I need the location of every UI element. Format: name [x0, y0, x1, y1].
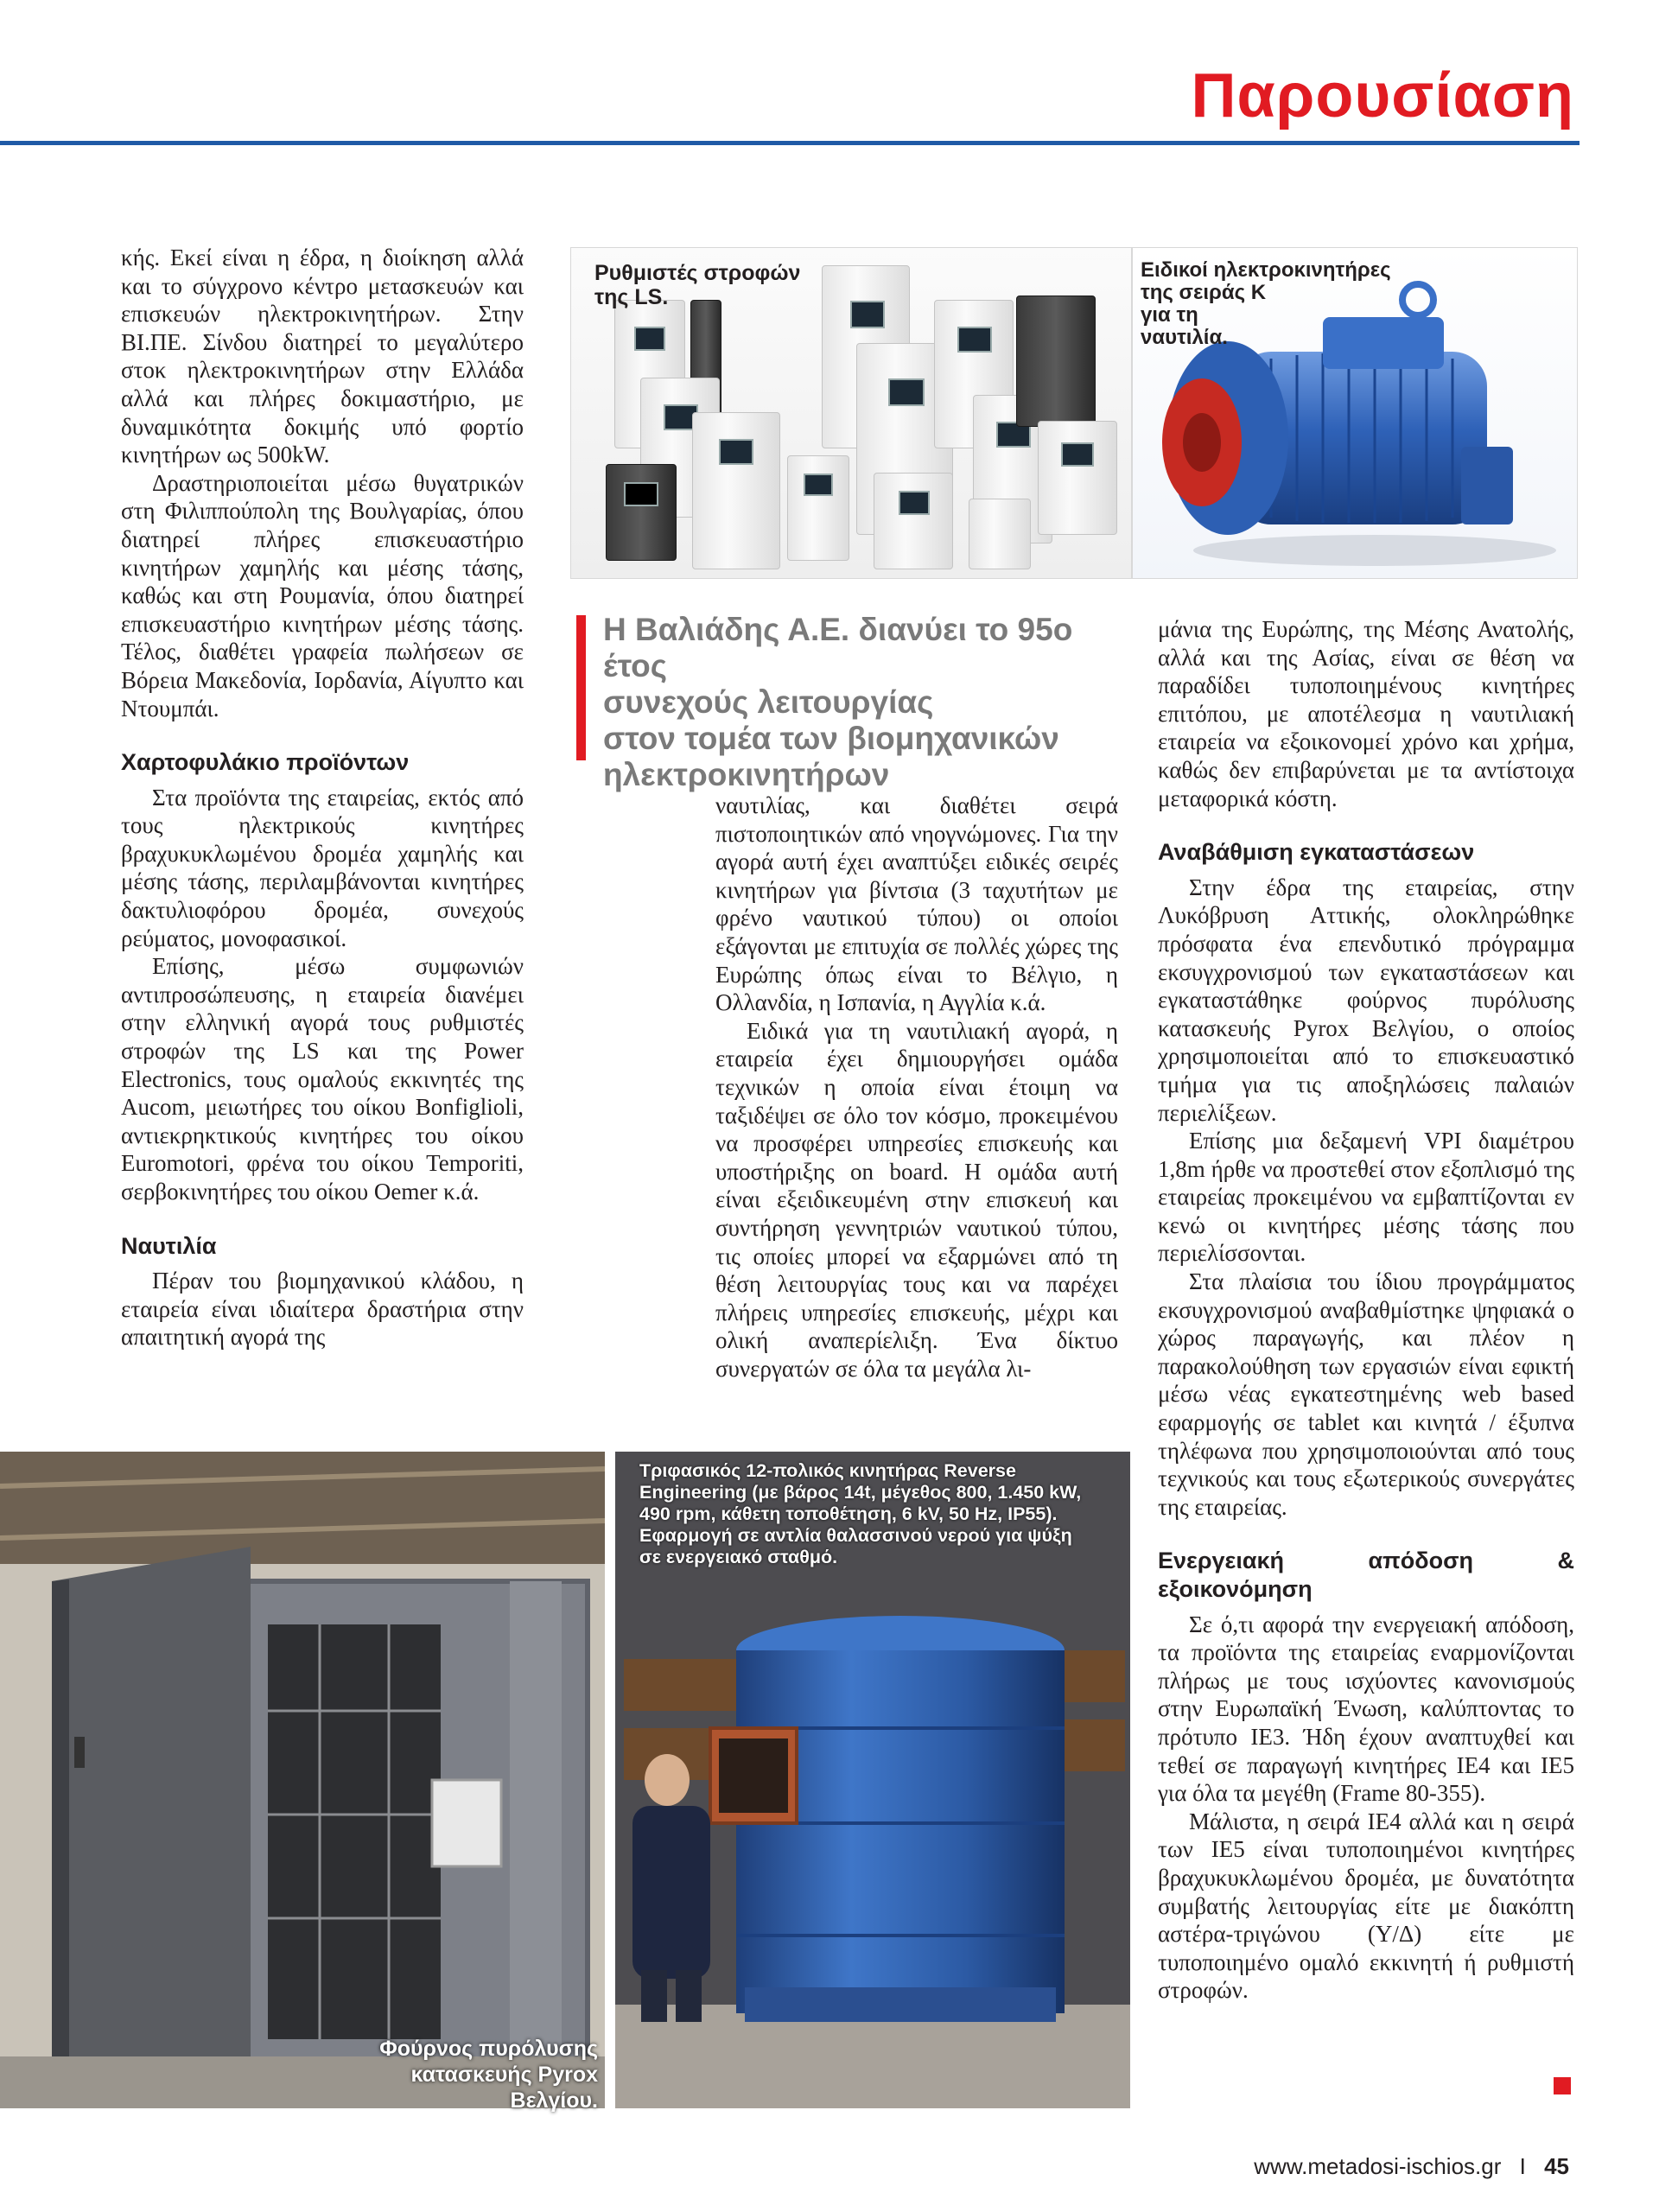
- subheading-portfolio: Χαρτοφυλάκιο προϊόντων: [121, 749, 410, 776]
- subheading-facility-upgrade: Αναβάθμιση εγκαταστάσεων: [1158, 839, 1475, 866]
- headline-line: στον τομέα των βιομηχανικών: [603, 721, 1059, 756]
- vertical-motor-caption: [639, 1460, 1110, 1568]
- caption-line: για τη: [1141, 303, 1198, 327]
- caption-line: Φούρνος πυρόλυσης: [379, 2037, 598, 2061]
- headline-line: ηλεκτροκινητήρων: [603, 757, 890, 792]
- paragraph: Στην έδρα της εταιρείας, στην Λυκόβρυση Αττικής, ολοκληρώθηκε πρόσφατα ένα επενδυτικό πρόγραμμα εκσυγχρονισμού των εγκαταστάσεων και εγκαταστάθηκε φούρνος πυρόλυσης κατασκευής Pyrox Βελγίου, ο οποίος χρησιμοποιείται από το επισκευαστικό τμήμα για τις αποξηλώσεις παλαιών περιελίξεων.: [1158, 874, 1574, 1126]
- subheading-shipping: Ναυτιλία: [121, 1232, 217, 1259]
- headline-accent-bar: [576, 615, 586, 760]
- inverter-unit: [1016, 296, 1096, 427]
- inverter-unit: [1038, 421, 1117, 535]
- page-number: 45: [1544, 2153, 1569, 2179]
- furnace-photo: [0, 1452, 605, 2108]
- footer: [1254, 2153, 1569, 2180]
- paragraph: Στα πλαίσια του ίδιου προγράμματος εκσυγχρονισμού αναβαθμίστηκε ψηφιακά ο χώρος παραγωγής, και πλέον η παρακολούθηση των εργασιών είναι εφικτή μέσω νέας εγκατεστημένης web based εφαρμογής σε tablet και κινητά / έξυπνα τηλέφωνα που χρησιμοποιούνται από τους τεχνικούς και τους εξωτερικούς συνεργάτες της εταιρείας.: [1158, 1268, 1574, 1520]
- paragraph: Ειδικά για τη ναυτιλιακή αγορά, η εταιρεία έχει δημιουργήσει ομάδα τεχνικών η οποία είναι έτοιμη να ταξιδέψει σε όλο τον κόσμο, προκειμένου να προσφέρει υπηρεσίες επισκευής και υποστήριξης on board. Η ομάδα αυτή είναι εξειδικευμένη στην επισκευή και συντήρηση γεννητριών ναυτικού τύπου, τις οποίες μπορεί να εξαρμώνει από τη θέση λειτουργίας τους και να παρέχει πλήρεις υπηρεσίες επισκευής, μέχρι και ολική αναπερίελιξη. Ένα δίκτυο συνεργατών σε όλα τα μεγάλα λι-: [715, 1017, 1118, 1382]
- section-title: Παρουσίαση: [1191, 61, 1574, 130]
- caption-line: της LS.: [594, 285, 669, 309]
- caption-line: Ειδικοί ηλεκτροκινητήρες: [1141, 258, 1391, 282]
- footer-separator: I: [1519, 2153, 1526, 2179]
- paragraph: Σε ό,τι αφορά την ενεργειακή απόδοση, τα προϊόντα της εταιρείας εναρμονίζονται πλήρως με τους ισχύοντες κανονισμούς στην Ευρωπαϊκή Ένωση, καλύπτοντας το πρότυπο IE3. Ήδη έχουν αναπτυχθεί και τεθεί σε παραγωγή κινητήρες IE4 και IE5 για όλα τα μεγέθη (Frame 80-355).: [1158, 1611, 1574, 1807]
- headline: [603, 612, 1130, 793]
- caption-line: της σειράς K: [1141, 281, 1267, 304]
- headline-line: Η Βαλιάδης Α.Ε. διανύει το 95ο έτος: [603, 612, 1073, 683]
- end-mark: [1554, 2077, 1571, 2094]
- motor-caption: [1141, 259, 1391, 349]
- column-3: [1158, 615, 1574, 2005]
- furnace-illustration: [0, 1452, 605, 2108]
- paragraph: Επίσης, μέσω συμφωνιών αντιπροσώπευσης, η εταιρεία διανέμει στην ελληνική αγορά τους ρυθμιστές στροφών της LS και της Power Electronics, τους ομαλούς εκκινητές της Aucom, μειωτήρες του οίκου Bonfiglioli, αντιεκρηκτικούς κινητήρες του οίκου Euromotori, φρένα του οίκου Temporiti, σερβοκινητήρες του οίκου Oemer κ.ά.: [121, 953, 524, 1205]
- column-2: [715, 791, 1118, 1382]
- inverter-unit: [969, 499, 1031, 569]
- paragraph: Πέραν του βιομηχανικού κλάδου, η εταιρεία είναι ιδιαίτερα δραστήρια στην απαιτητική αγορά της: [121, 1268, 524, 1351]
- caption-line: Εφαρμογή σε αντλία θαλασσινού νερού για ψύξη: [639, 1525, 1072, 1546]
- caption-line: κατασκευής Pyrox Βελγίου.: [410, 2063, 598, 2113]
- caption-line: σε ενεργειακό σταθμό.: [639, 1547, 838, 1567]
- furnace-caption: [321, 2036, 598, 2113]
- paragraph: κής. Εκεί είναι η έδρα, η διοίκηση αλλά και το σύγχρονο κέντρο μετασκευών και επισκευών ηλεκτροκινητήρων. Στην ΒΙ.ΠΕ. Σίνδου διατηρεί το μεγαλύτερο στοκ ηλεκτροκινητήρων στην Ελλάδα αλλά και πλήρες δοκιμαστήριο, με δυναμικότητα δοκιμής υπό φορτίο κινητήρων ως 500kW.: [121, 245, 524, 468]
- paragraph: Επίσης μια δεξαμενή VPI διαμέτρου 1,8m ήρθε να προστεθεί στον εξοπλισμό της εταιρείας προκειμένου να εμβαπτίζονται εν κενώ οι κινητήρες μέσης τάσης που περιελίσσονται.: [1158, 1128, 1574, 1267]
- caption-line: Engineering (με βάρος 14t, μέγεθος 800, 1.450 kW,: [639, 1482, 1082, 1503]
- caption-line: ναυτιλία.: [1141, 326, 1228, 349]
- caption-line: 490 rpm, κάθετη τοποθέτηση, 6 kV, 50 Hz, IP55).: [639, 1503, 1058, 1524]
- paragraph: μάνια της Ευρώπης, της Μέσης Ανατολής, αλλά και της Ασίας, είναι σε θέση να παραδίδει τυποποιημένους κινητήρες επιτόπου, με αποτέλεσμα η ναυτιλιακή εταιρεία να εξοικονομεί χρόνο και χρήμα, καθώς δεν επιβαρύνεται με τα αντίστοιχα μεταφορικά κόστη.: [1158, 616, 1574, 811]
- column-1: [121, 244, 524, 1351]
- subheading-energy-efficiency: Ενεργειακή απόδοση & εξοικονόμηση: [1158, 1548, 1574, 1602]
- inverters-caption: [594, 261, 800, 309]
- inverter-unit: [692, 412, 780, 569]
- paragraph: Δραστηριοποιείται μέσω θυγατρικών στη Φιλιππούπολη της Βουλγαρίας, όπου διατηρεί πλήρες επισκευαστήριο κινητήρων χαμηλής και μέσης τάσης, καθώς και στη Ρουμανία, όπου διατηρεί επισκευαστήριο κινητήρων μέσης τάσης. Τέλος, διαθέτει γραφεία πωλήσεων σε Βόρεια Μακεδονία, Ιορδανία, Αίγυπτο και Ντουμπάι.: [121, 469, 524, 721]
- inverter-unit: [606, 464, 677, 561]
- inverter-unit: [874, 473, 953, 569]
- caption-line: Τριφασικός 12-πολικός κινητήρας Reverse: [639, 1460, 1016, 1481]
- paragraph: ναυτιλίας, και διαθέτει σειρά πιστοποιητικών από νηογνώμονες. Για την αγορά αυτή έχει αναπτύξει ειδικές σειρές κινητήρων για βίντσια (3 ταχυτήτων με φρένο ναυτικού τύπου) οι οποίοι εξάγονται με επιτυχία σε πολλές χώρες της Ευρώπης όπως είναι το Βέλγιο, η Ολλανδία, η Ισπανία, η Αγγλία κ.ά.: [715, 792, 1118, 1016]
- headline-line: συνεχούς λειτουργίας: [603, 684, 934, 720]
- caption-line: Ρυθμιστές στροφών: [594, 261, 801, 285]
- footer-url[interactable]: www.metadosi-ischios.gr: [1254, 2153, 1502, 2179]
- paragraph: Μάλιστα, η σειρά IE4 αλλά και η σειρά των IE5 είναι τυποποιημένοι κινητήρες βραχυκυκλωμένου δρομέα, με δυνατότητα συμβατής λειτουργίας είτε με διακόπτη αστέρα-τριγώνου (Y/Δ) είτε με τυποποιημένο ομαλό εκκινητή ή ρυθμιστή στροφών.: [1158, 1808, 1574, 2004]
- inverter-unit: [787, 455, 849, 561]
- header-rule: [0, 141, 1580, 145]
- paragraph: Στα προϊόντα της εταιρείας, εκτός από τους ηλεκτρικούς κινητήρες βραχυκυκλωμένου δρομέα χαμηλής και μέσης τάσης, περιλαμβάνονται κινητήρες δακτυλιοφόρου δρομέα, συνεχούς ρεύματος, μονοφασικοί.: [121, 784, 524, 951]
